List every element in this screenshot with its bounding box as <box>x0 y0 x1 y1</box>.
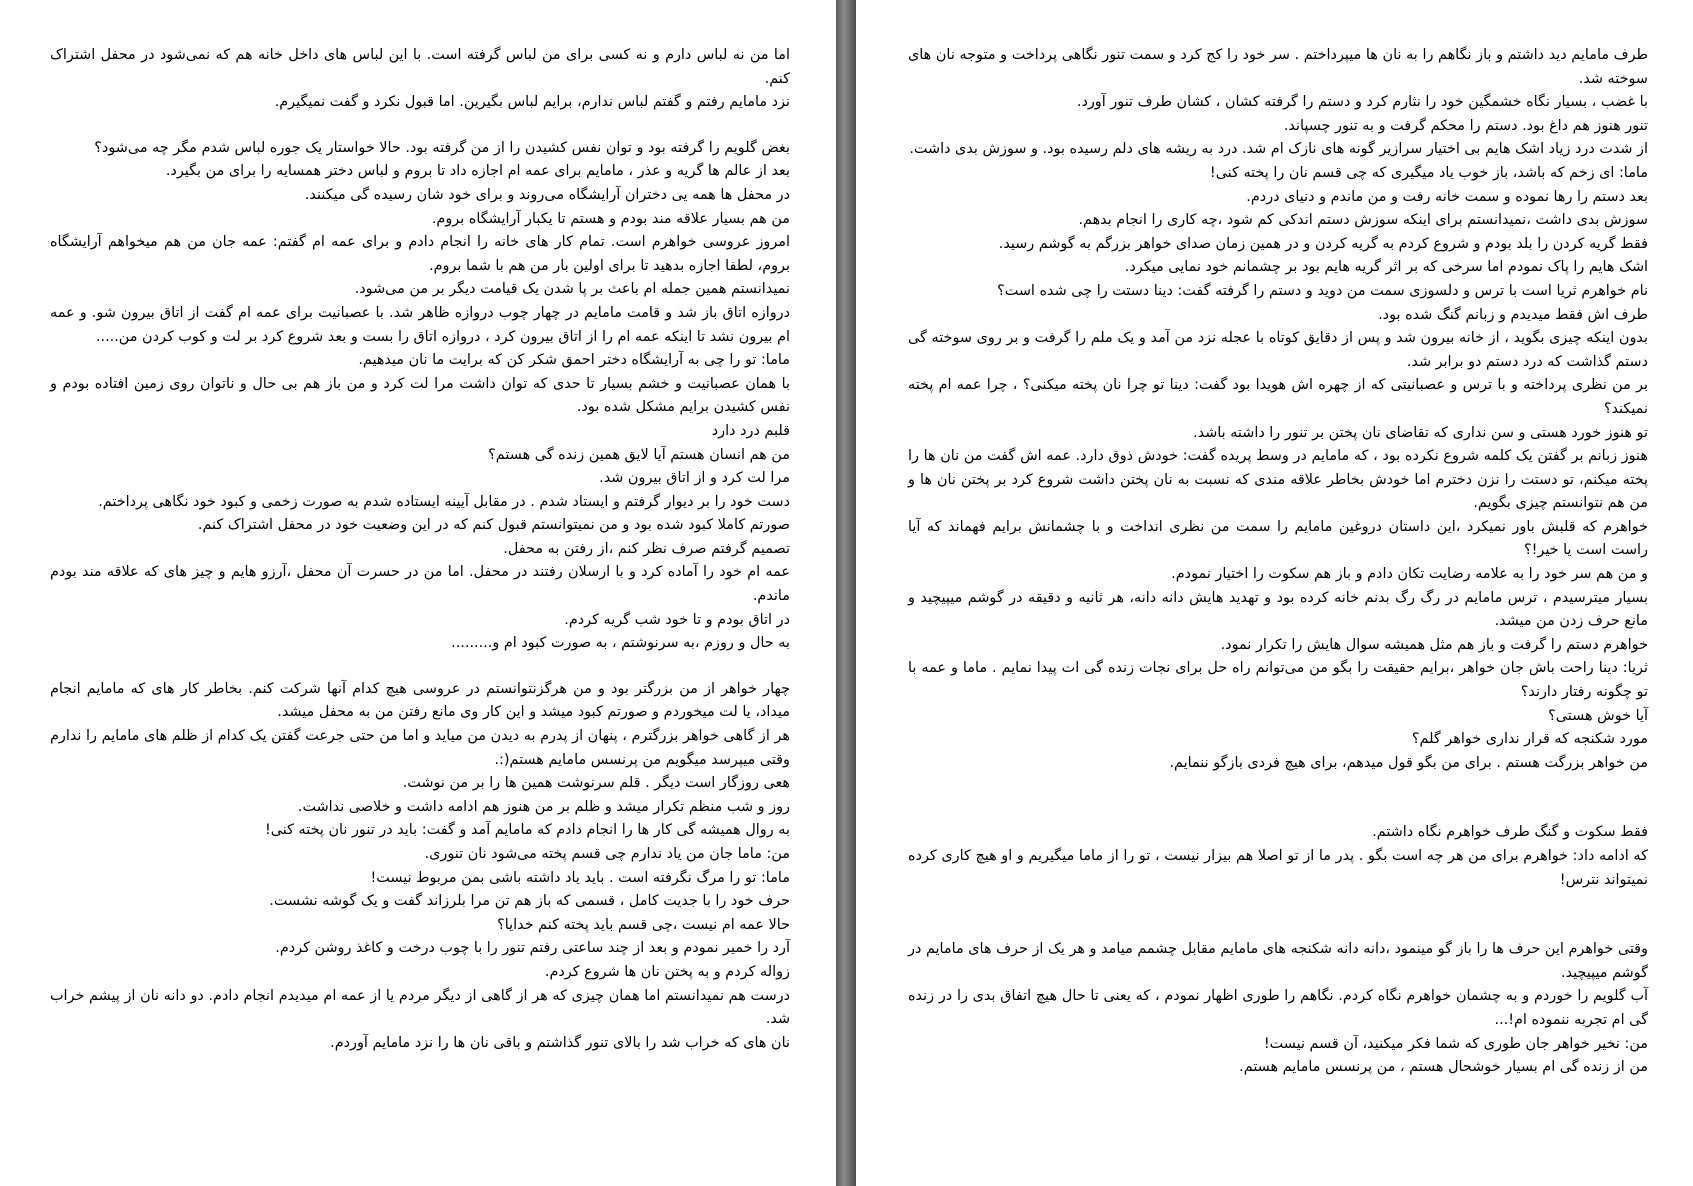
paragraph: بغض گلویم را گرفته بود و توان نفس کشیدن را از من گرفته بود. حالا خواستار یک جوره لباس شدم مگر چه می‌شود؟ <box>94 139 790 156</box>
paragraph: من خواهر بزرگت هستم . برای من بگو قول میدهم، برای هیچ فردی بازگو ننمایم. <box>1169 754 1648 771</box>
paragraph: قلبم درد دارد <box>711 422 790 439</box>
paragraph: طرف مامایم دید داشتم و باز نگاهم را به نان ها میپرداختم . سر خود را کج کرد و سمت تنور نگاهی پرداخت و متوجه نان های سوخته شد. <box>908 47 1648 87</box>
paragraph: من: ماما جان من یاد ندارم چی قسم پخته می‌شود نان تنوری. <box>424 846 790 862</box>
paragraph: نام خواهرم ثریا است با ترس و دلسوزی سمت من دوید و دستم را گرفته گفت: دینا دستت را چی شده است؟ <box>997 282 1648 299</box>
paragraph: وقتی خواهرم این حرف ها را باز گو مینمود ،دانه دانه شکنجه های مامایم مقابل چشمم میامد و هر یک از حرف های مامایم در گوشم میپیچید. <box>908 941 1648 981</box>
paragraph: چهار خواهر از من بزرگتر بود و من هرگزنتوانستم در عروسی هیچ کدام آنها شرکت کنم. بخاطر کار های که مامایم انجام میداد، یا لت میخوردم و صورتم کبود میشد و این کار وی مانع رفتن من به محفل میشد. <box>50 680 790 721</box>
paragraph: درست هم نمیدانستم اما همان چیزی که هر از گاهی از دیگر مردم یا از عمه ام میدیدم انجام دادم. دو دانه نان از پیشم خراب شد. <box>50 987 790 1028</box>
paragraph: فقط سکوت و گنگ طرف خواهرم نگاه داشتم. <box>1372 824 1648 841</box>
paragraph: طرف اش فقط میدیدم و زبانم گنگ شده بود. <box>1378 306 1648 323</box>
left-page <box>0 0 836 1186</box>
paragraph: زواله کردم و به پختن نان ها شروع کردم. <box>544 963 790 980</box>
paragraph: ماما: تو را چی به آرایشگاه دختر احمق شکر کن که برایت ما نان میدهیم. <box>358 352 790 369</box>
paragraph: بدون اینکه چیزی بگوید ، از خانه بیرون شد و پس از دقایق کوتاه با عجله نزد من آمد و یک ملم را گرفت و بر روی سوخته گی دستم گذاشت که درد دستم دو برابر شد. <box>908 330 1648 370</box>
paragraph: که ادامه داد: خواهرم برای من هر چه است بگو . پدر ما از تو اصلا هم بیزار نیست ، تو را از ماما میگیریم و او هیچ کاری کرده نمیتواند نترس! <box>908 848 1648 888</box>
paragraph: من از زنده گی ام بسیار خوشحال هستم ، من پرنسس مامایم هستم. <box>1239 1059 1648 1076</box>
paragraph: به روال همیشه گی کار ها را انجام دادم که مامایم آمد و گفت: باید در تنور نان پخته کنی! <box>264 822 790 839</box>
paragraph: بعد از عالم ها گریه و عذر ، مامایم برای عمه ام اجازه داد تا بروم و لباس دختر همسایه را برای من بگیرد. <box>165 163 790 180</box>
paragraph: آیا خوش هستی؟ <box>1548 707 1648 724</box>
paragraph: حالا عمه ام نیست ،چی قسم باید پخته کنم خدایا؟ <box>497 916 790 933</box>
paragraph: تصمیم گرفتم صرف نظر کنم ،از رفتن به محفل. <box>503 540 790 557</box>
paragraph: هعی روزگار است دیگر . قلم سرنوشت همین ها را بر من نوشت. <box>402 775 790 792</box>
paragraph: با همان عصبانیت و خشم بسیار تا حدی که توان داشت مرا لت کرد و من باز هم بی حال و ناتوان روی زمین افتاده بودم و نفس کشیدن برایم مشکل شده بود. <box>50 375 790 416</box>
left-page-text <box>50 44 790 1055</box>
paragraph: صورتم کاملا کبود شده بود و من نمیتوانستم قبول کنم که در این وضعیت خود در محفل اشتراک کنم. <box>197 517 790 534</box>
paragraph: هر از گاهی خواهر بزرگترم ، پنهان از پدرم به دیدن من میاید و اما من حتی جرعت گفتن یک کدام از ظلم های مامایم را ندارم وقتی میپرسد میگویم من پرنسس مامایم هستم(:. <box>50 728 790 768</box>
paragraph: روز و شب منظم تکرار میشد و ظلم بر من هنوز هم ادامه داشت و خلاصی نداشت. <box>297 798 790 815</box>
paragraph: عمه ام خود را آماده کرد و با ارسلان رفتند در محفل. اما من در حسرت آن محفل ،آرزو هایم و چیز های که علاقه مند بودم ماندم. <box>50 564 790 605</box>
paragraph: من هم بسیار علاقه مند بودم و هستم تا یکبار آرایشگاه بروم. <box>431 210 790 227</box>
paragraph: من هم انسان هستم آیا لایق همین زنده گی هستم؟ <box>488 446 790 463</box>
paragraph: و من هم سر خود را به علامه رضایت تکان دادم و باز هم سکوت را اختیار نمودم. <box>1171 566 1648 583</box>
paragraph: نان های که خراب شد را بالای تنور گذاشتم و باقی نان ها را نزد مامایم آوردم. <box>330 1034 790 1051</box>
paragraph: بسیار میترسیدم ، ترس مامایم در رگ رگ بدنم خانه کرده بود و تهدید هایش دانه دانه، هر ثانیه و دقیقه در گوشم میپیچید و مانع حرف زدن من میشد. <box>908 589 1648 630</box>
paragraph: در محفل ها همه یی دختران آرایشگاه می‌روند و برای خود شان رسیده گی میکنند. <box>304 186 790 203</box>
paragraph: بعد دستم را رها نموده و سمت خانه رفت و من ماندم و دنیای دردم. <box>1246 188 1648 205</box>
paragraph: نزد مامایم رفتم و گفتم لباس ندارم، برایم لباس بگیرین. اما قبول نکرد و گفت نمیگیرم. <box>274 94 790 111</box>
paragraph: در اتاق بودم و تا خود شب گریه کردم. <box>564 611 790 628</box>
paragraph: ماما: ای زخم که باشد، باز خوب یاد میگیری که چی قسم نان را پخته کنی! <box>1209 164 1648 181</box>
paragraph: خواهرم که قلبش باور نمیکرد ،این داستان دروغین مامایم را سمت من نظری انداخت و با چشمانش برایم فهماند که آیا راست است یا خیر!؟ <box>908 518 1648 559</box>
paragraph: سوزش بدی داشت ،نمیدانستم برای اینکه سوزش دستم اندکی کم شود ،چه کاری را انجام بدهم. <box>1078 212 1648 229</box>
paragraph: تو هنوز خورد هستی و سن نداری که تقاضای نان پختن بر تنور را داشته باشد. <box>1193 424 1648 441</box>
paragraph: ماما: تو را مرگ نگرفته است . باید یاد داشته باشی بمن مربوط نیست! <box>370 869 790 886</box>
paragraph: حرف خود را با جدیت کامل ، قسمی که باز هم تن مرا بلرزاند گفت و یک گوشه نشست. <box>269 893 790 910</box>
paragraph: مورد شکنجه که قرار نداری خواهر گلم؟ <box>1411 731 1648 748</box>
paragraph: با غضب ، بسیار نگاه خشمگین خود را نثارم کرد و دستم را گرفته کشان ، کشان طرف تنور آورد. <box>1076 94 1648 111</box>
paragraph: بر من نظری پرداخته و با ترس و عصبانیتی که از چهره اش هویدا بود گفت: دینا تو چرا نان پخته میکنی؟ ، چرا عمه ام پخته نمیکند؟ <box>908 377 1648 417</box>
paragraph: تنور هنوز هم داغ بود. دستم را محکم گرفت و به تنور چسپاند. <box>1283 117 1648 134</box>
paragraph: دست خود را بر دیوار گرفتم و ایستاد شدم . در مقابل آیینه ایستاده شدم به صورت زخمی و کبود خود نگاهی پرداختم. <box>98 493 790 510</box>
right-page-text <box>908 44 1648 1080</box>
paragraph: به حال و روزم ،به سرنوشتم ، به صورت کبود ام و......... <box>451 635 790 652</box>
paragraph: مرا لت کرد و از اتاق بیرون شد. <box>599 470 790 487</box>
paragraph: دروازه اتاق باز شد و قامت مامایم در چهار چوب دروازه ظاهر شد. با عصبانیت برای عمه ام گفت از اتاق بیرون شو. و عمه ام بیرون نشد تا اینکه عمه ام را از اتاق بیرون کرد ، دروازه اتاق را بست و بعد شروع کرد بر لت و کوب کردن من..... <box>50 304 790 345</box>
book-gutter <box>836 0 856 1186</box>
paragraph: نمیدانستم همین جمله ام باعث بر پا شدن یک قیامت دیگر بر من می‌شود. <box>354 281 790 298</box>
paragraph: آب گلویم را خوردم و به چشمان خواهرم نگاه کردم. نگاهم را طوری اظهار نمودم ، که یعنی تا حال هیچ اتفاق بدی را در زنده گی ام تجربه ننموده ام!... <box>908 988 1648 1028</box>
paragraph: من: نخیر خواهر جان طوری که شما فکر میکنید، آن قسم نیست! <box>1263 1035 1648 1052</box>
paragraph: فقط گریه کردن را بلد بودم و شروع کردم به گریه کردن و در همین زمان صدای خواهر بزرگم به گوشم رسید. <box>998 235 1648 252</box>
paragraph: ثریا: دینا راحت باش جان خواهر ،برایم حقیقت را بگو من می‌توانم راه حل برای نجات زنده گی ات پیدا نمایم . ماما و عمه با تو چگونه رفتار دارند؟ <box>908 660 1648 701</box>
right-page <box>856 0 1693 1186</box>
paragraph: آرد را خمیر نمودم و بعد از چند ساعتی رفتم تنور را با چوب درخت و کاغذ روشن کردم. <box>275 940 790 957</box>
paragraph: اما من نه لباس دارم و نه کسی برای من لباس گرفته است. با این لباس های داخل خانه هم که نمی‌شود در محفل اشتراک کنم. <box>50 47 790 87</box>
paragraph: از شدت درد زیاد اشک هایم بی اختیار سرازیر گونه های نازک ام شد. درد به ریشه های دلم رسیده بود. و سوزش بدی داشت. <box>909 141 1648 158</box>
paragraph: خواهرم دستم را گرفت و باز هم مثل همیشه سوال هایش را تکرار نمود. <box>1220 636 1648 653</box>
paragraph: اشک هایم را پاک نمودم اما سرخی که بر اثر گریه هایم بود بر چشمانم خود نمایی میکرد. <box>1124 259 1648 276</box>
paragraph: امروز عروسی خواهرم است. تمام کار های خانه را انجام دادم و برای عمه ام گفتم: عمه جان من هم میخواهم آرایشگاه بروم، لطفا اجازه بدهید تا برای اولین بار من هم با شما بروم. <box>50 234 790 274</box>
paragraph: هنوز زبانم بر گفتن یک کلمه شروع نکرده بود ، که مامایم در وسط پریده گفت: خودش ذوق دارد. عمه اش گفت من نان ها را پخته میکنم، تو دستت را نزن دخترم اما خودش بخاطر علاقه مندی که نسبت به نان پختن داشت شروع کرد بر پختن نان ها و من هم نتوانستم چیزی بگویم. <box>908 448 1648 512</box>
